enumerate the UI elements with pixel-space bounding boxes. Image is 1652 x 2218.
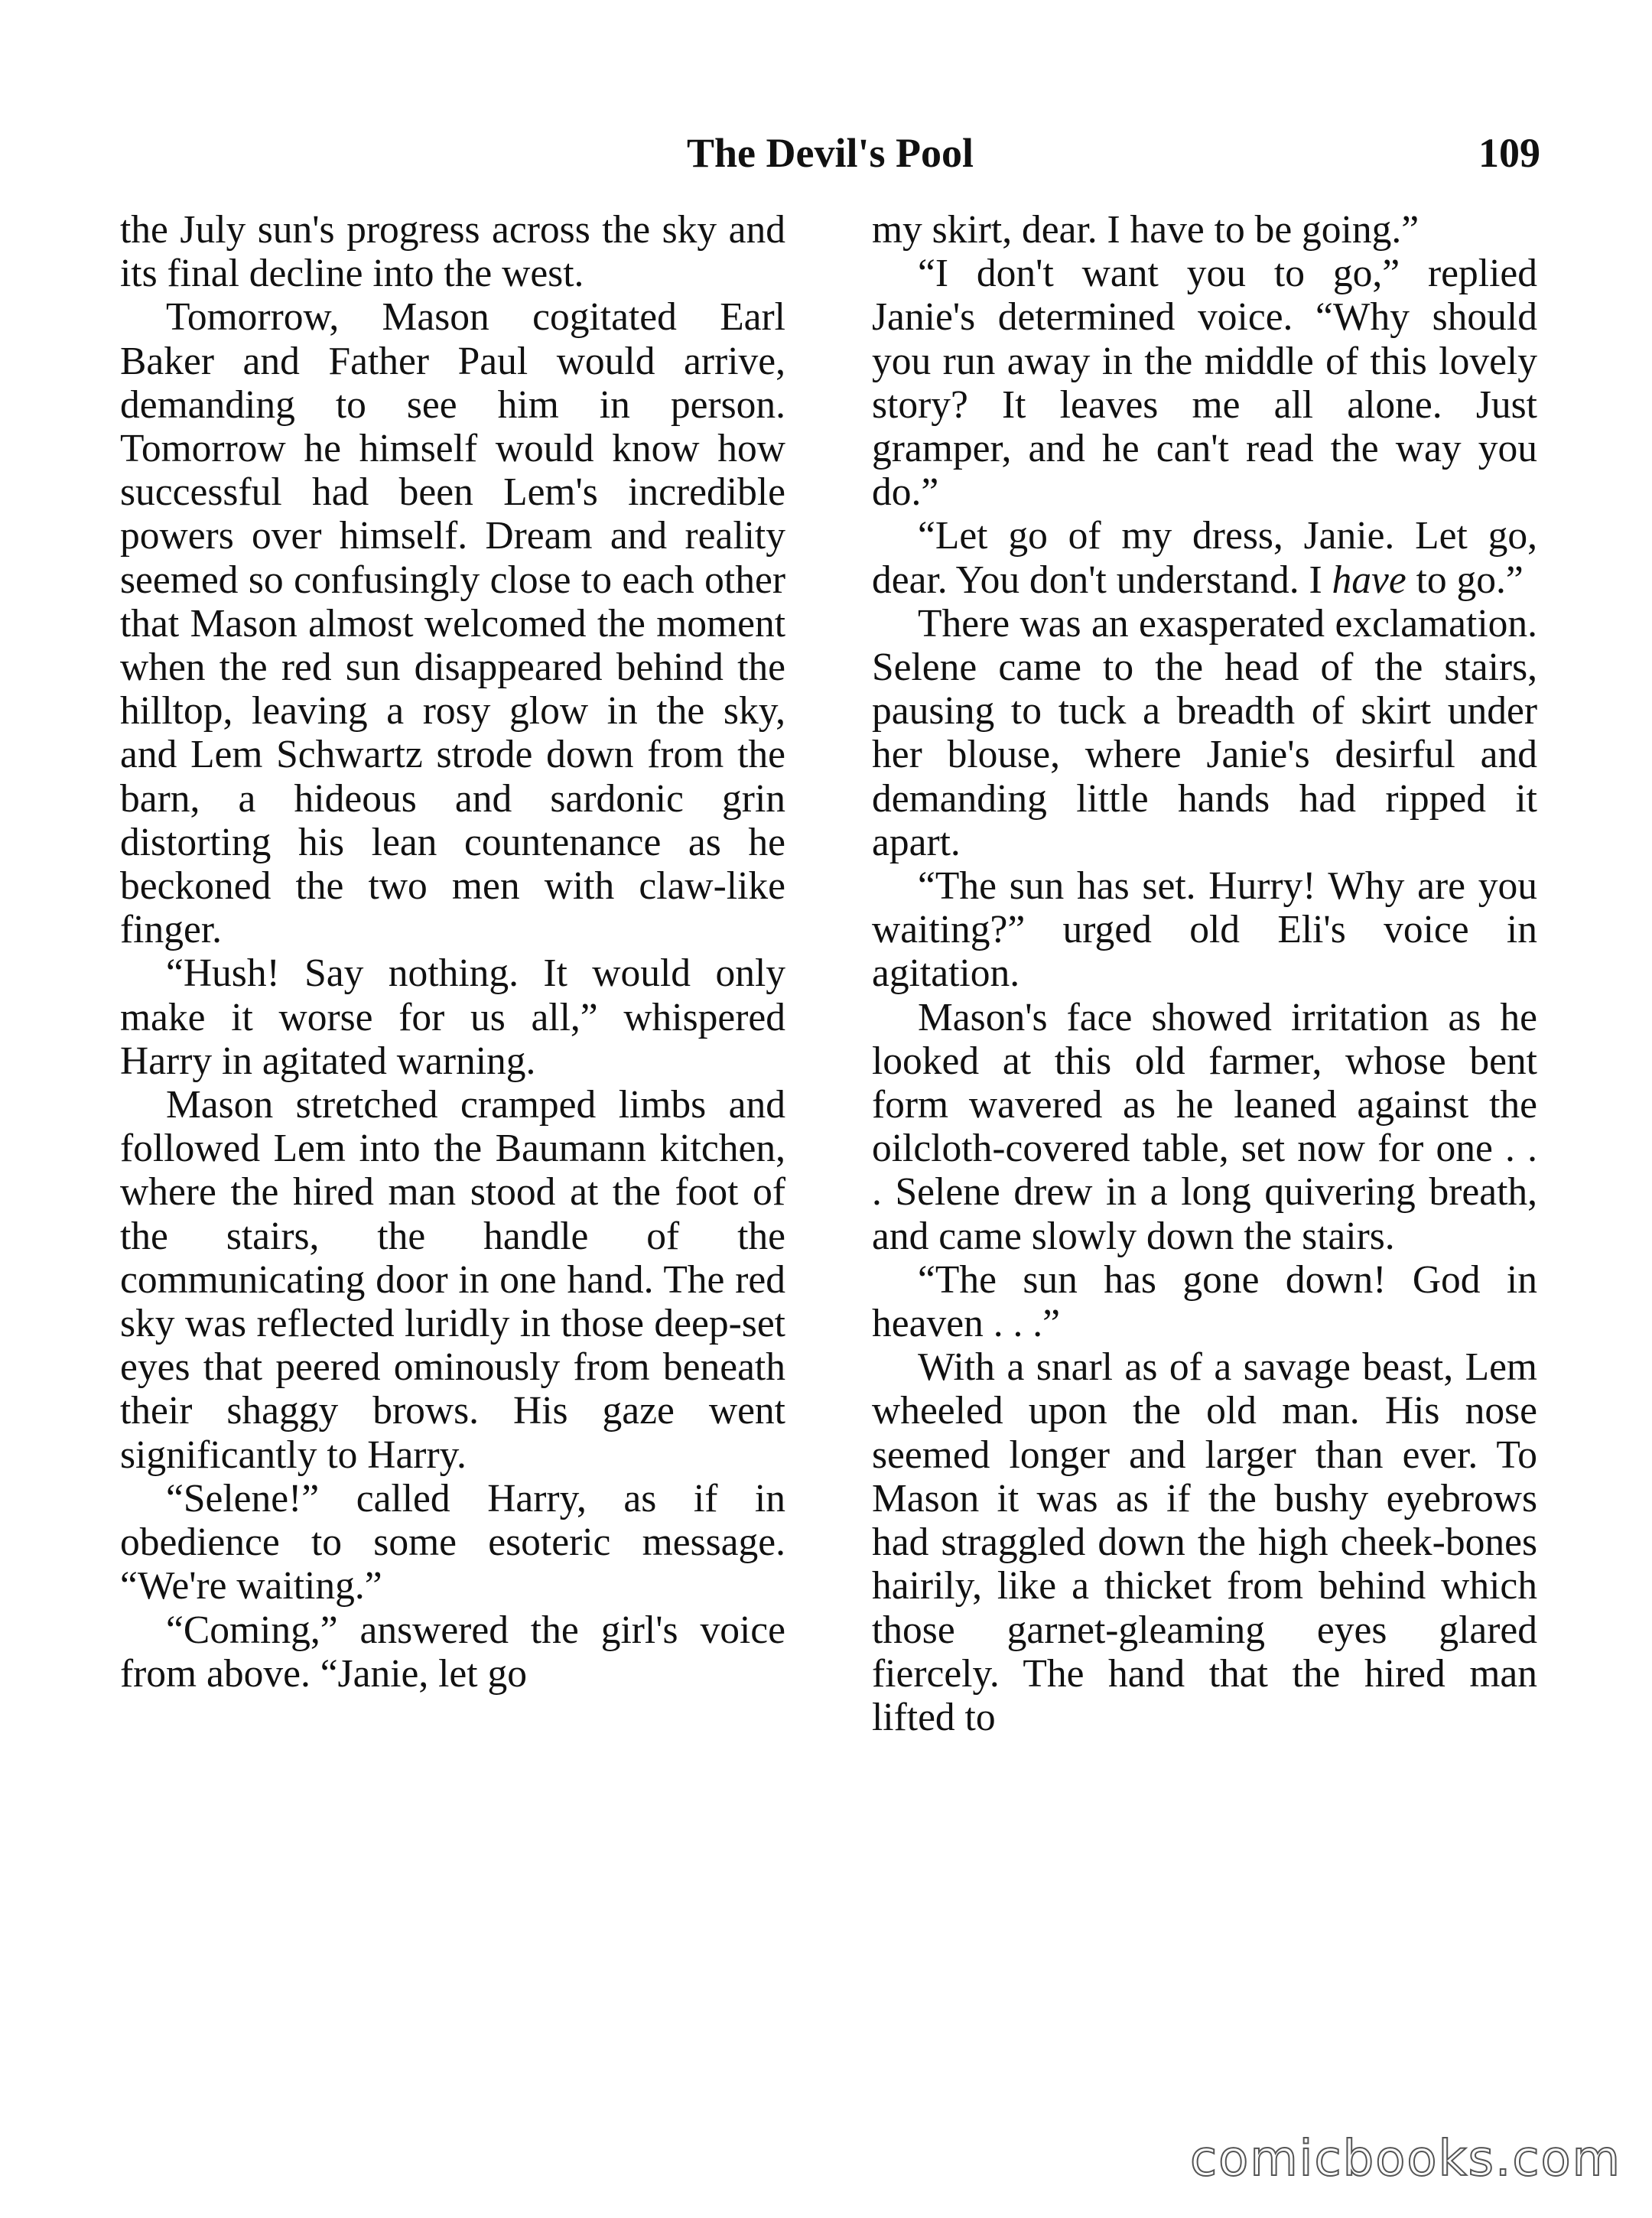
page-header	[120, 122, 1540, 184]
page-number: 109	[1478, 130, 1540, 176]
running-title: The Devil's Pool	[687, 130, 974, 176]
paragraph-text: “Let go of my dress, Janie. Let go, dear. You don't understand. I	[872, 514, 1537, 602]
paragraph	[872, 514, 1537, 601]
paragraph: “Selene!” called Harry, as if in obedience to some esoteric message. “We're waiting.”	[120, 1476, 785, 1608]
paragraph: With a snarl as of a savage beast, Lem wheeled upon the old man. His nose seemed longer and larger than ever. To Mason it was as if the bushy eyebrows had straggled down the high cheek-bones hairily, like a thicket from behind which those garnet-gleaming eyes glared fiercely. The hand that the hired man lifted to	[872, 1345, 1537, 1739]
paragraph: the July sun's progress across the sky and its final decline into the west.	[120, 208, 785, 296]
paragraph: Mason's face showed irritation as he looked at this old farmer, whose bent form wavered as he leaned against the oilcloth-covered table, set now for one . . . Selene drew in a long quivering breath, and came slowly down the stairs.	[872, 995, 1537, 1258]
paragraph: Mason stretched cramped limbs and followed Lem into the Baumann kitchen, where the hired man stood at the foot of the stairs, the handle of the communicating door in one hand. The red sky was reflected luridly in those deep-set eyes that peered ominously from beneath their shaggy brows. His gaze went significantly to Harry.	[120, 1083, 785, 1477]
paragraph: Tomorrow, Mason cogitated Earl Baker and Father Paul would arrive, demanding to see him in person. Tomorrow he himself would know how successful had been Lem's incredible powers over himself. Dream and reality seemed so confusingly close to each other that Mason almost welcomed the moment when the red sun disappeared behind the hilltop, leaving a rosy glow in the sky, and Lem Schwartz strode down from the barn, a hideous and sardonic grin distorting his lean countenance as he beckoned the two men with claw-like finger.	[120, 295, 785, 952]
paragraph: “I don't want you to go,” replied Janie's determined voice. “Why should you run away in the middle of this lovely story? It leaves me all alone. Just gramper, and he can't read the way you do.”	[872, 252, 1537, 515]
paragraph: “Hush! Say nothing. It would only make it worse for us all,” whispered Harry in agitated warning.	[120, 951, 785, 1083]
watermark: comicbooks.com	[1189, 2131, 1621, 2187]
paragraph: “The sun has set. Hurry! Why are you waiting?” urged old Eli's voice in agitation.	[872, 864, 1537, 996]
paragraph-text: to go.”	[1406, 558, 1524, 602]
paragraph: There was an exasperated exclamation. Selene came to the head of the stairs, pausing to tuck a breadth of skirt under her blouse, where Janie's desirful and demanding little hands had ripped it apart.	[872, 601, 1537, 864]
emphasis-text: have	[1332, 558, 1406, 602]
right-column	[872, 208, 1537, 1739]
paragraph: “The sun has gone down! God in heaven . . .”	[872, 1257, 1537, 1346]
left-column	[120, 208, 785, 1696]
paragraph: my skirt, dear. I have to be going.”	[872, 208, 1419, 252]
paragraph: “Coming,” answered the girl's voice from above. “Janie, let go	[120, 1608, 785, 1696]
